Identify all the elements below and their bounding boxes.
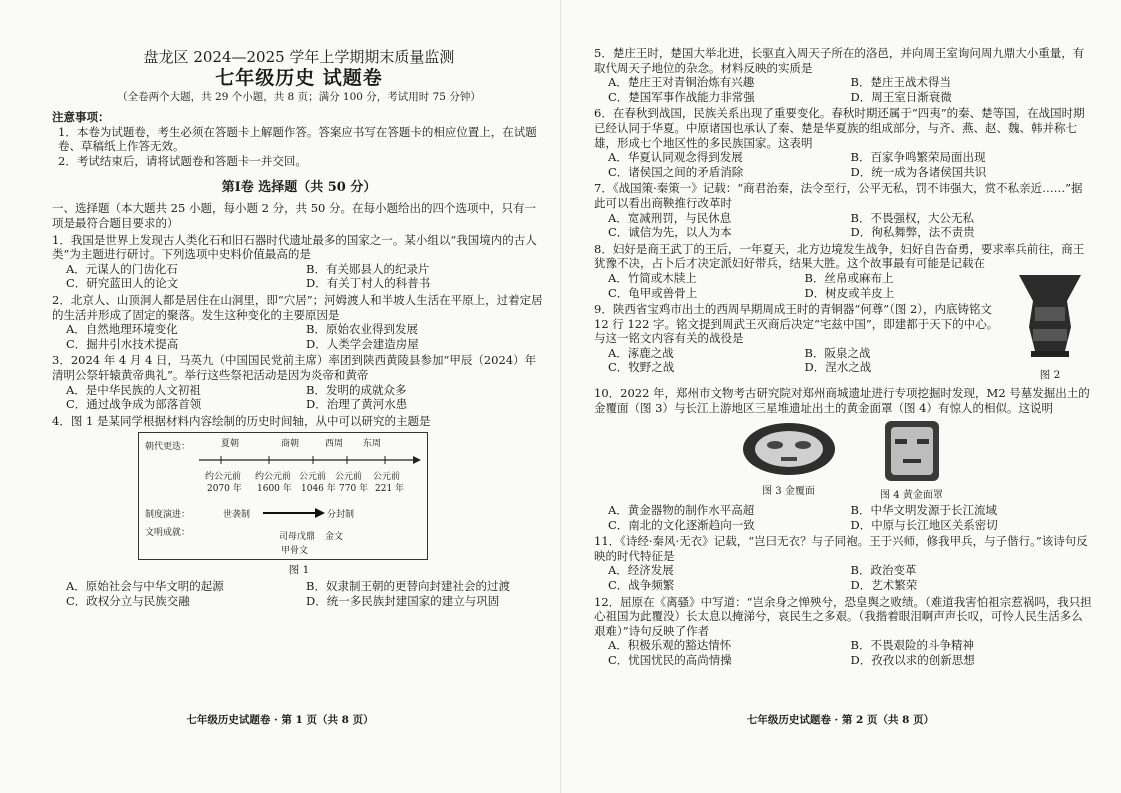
option: B．政治变革 <box>850 563 917 578</box>
page-2 <box>560 0 1121 793</box>
date-label: 公元前 <box>335 472 363 483</box>
question-10: 10．2022 年，郑州市文物考古研究院对郑州商城遗址进行专项挖掘时发现，M2 号墓发掘出土的金覆面（图 3）与长江上游地区三星堆遗址出土的黄金面罩（图 4）有惊人的相似。这说明 <box>594 385 1090 415</box>
option: B．楚庄王战术得当 <box>850 75 951 90</box>
option: C．通过战争成为部落首领 <box>66 397 202 412</box>
exam-header: 盘龙区 2024—2025 学年上学期期末质量监测 <box>143 48 455 66</box>
option: B．发明的成就众多 <box>306 382 407 397</box>
option: D．树皮或羊皮上 <box>804 285 895 300</box>
system-label: 分封制 <box>327 510 355 521</box>
option: A．竹简或木牍上 <box>608 270 697 285</box>
date-label: 约公元前 <box>255 472 292 483</box>
option: C．牧野之战 <box>608 360 675 375</box>
option: C．诸侯国之间的矛盾消除 <box>608 164 744 179</box>
page-footer: 七年级历史试题卷 · 第 2 页（共 8 页） <box>746 714 935 726</box>
dynasty-label: 夏朝 <box>221 439 240 450</box>
date-label: 1046 年 <box>301 484 336 495</box>
option: A．黄金器物的制作水平高超 <box>608 503 755 518</box>
option: C．南北的文化逐渐趋向一致 <box>608 517 755 532</box>
option: D．统一多民族封建国家的建立与巩固 <box>306 593 500 608</box>
gold-mask-image <box>877 419 947 483</box>
figures-3-4 <box>594 419 1093 501</box>
question-1-options <box>52 262 546 291</box>
question-6-options <box>594 150 1093 179</box>
timeline-row-label: 朝代更迭： <box>145 442 191 453</box>
dynasty-label: 商朝 <box>281 439 300 450</box>
exam-info: （全卷两个大题，共 29 个小题，共 8 页；满分 100 分，考试用时 75 分钟） <box>117 91 481 103</box>
option: B．丝帛或麻布上 <box>804 270 894 285</box>
option: D．孜孜以求的创新思想 <box>850 653 975 668</box>
option: B．百家争鸣繁荣局面出现 <box>850 150 986 165</box>
page-1 <box>0 0 560 793</box>
option: C．研究蓝田人的论文 <box>66 276 179 291</box>
question-9: 9．陕西省宝鸡市出土的西周早期周成王时的青铜器“何尊”（图 2），内底铸铭文 12 行 122 字。铭文提到周武王灭商后决定“宅兹中国”，即建都于天下的中心。与这一铭文内容有关的战役是 <box>594 302 999 346</box>
option: A．元谋人的门齿化石 <box>66 261 178 276</box>
option: C．忧国忧民的高尚情操 <box>608 653 732 668</box>
option: B．奴隶制王朝的更替向封建社会的过渡 <box>306 579 510 594</box>
exam-title: 七年级历史 试题卷 <box>215 67 383 89</box>
date-label: 770 年 <box>339 484 369 495</box>
note-1: 1．本卷为试题卷，考生必须在答题卡上解题作答。答案应书写在答题卡的相应位置上，在试题卷、草稿纸上作答无效。 <box>58 124 537 154</box>
timeline-row-label: 制度演进： <box>145 510 191 521</box>
question-12: 12．屈原在《离骚》中写道：“岂余身之惮殃兮，恐皇舆之败绩。（难道我害怕祖宗惹祸吗，我只担心祖国为此覆没）长太息以掩涕兮，哀民生之多艰。（我揩着眼泪啊声声长叹，可怜人民生活多么艰难）”诗句反映了作者 <box>594 594 1092 638</box>
date-label: 2070 年 <box>207 484 242 495</box>
question-4-options <box>52 579 546 608</box>
option: D．人类学会建造房屋 <box>306 336 419 351</box>
option: A．自然地理环境变化 <box>66 322 178 337</box>
timeline-axis <box>199 453 421 467</box>
question-7-options <box>594 211 1093 240</box>
question-8-9-block <box>594 271 1093 384</box>
question-3: 3．2024 年 4 月 4 日，马英九（中国国民党前主席）率团到陕西黄陵县参加“甲辰（2024）年清明公祭轩辕黄帝典礼”。举行这些祭祀活动是因为炎帝和黄帝 <box>52 353 537 382</box>
timeline-row-label: 文明成就： <box>145 528 191 539</box>
achievement-label: 甲骨文 <box>281 546 309 557</box>
figure-3-caption: 图 3 金覆面 <box>762 486 815 498</box>
question-4: 4．图 1 是某同学根据材料内容绘制的历史时间轴，从中可以研究的主题是 <box>52 413 431 428</box>
option: B．不畏艰险的斗争精神 <box>850 638 974 653</box>
figure-1-caption: 图 1 <box>288 564 310 577</box>
option: D．有关丁村人的科普书 <box>306 276 431 291</box>
date-label: 公元前 <box>373 472 401 483</box>
date-label: 约公元前 <box>205 472 242 483</box>
option: B．阪泉之战 <box>804 345 871 360</box>
achievement-label: 金文 <box>325 532 344 543</box>
figure-4-caption: 图 4 黄金面罩 <box>880 490 943 502</box>
notes-title: 注意事项： <box>52 110 110 124</box>
question-2-options <box>52 322 546 351</box>
option: A．积极乐观的豁达情怀 <box>608 638 732 653</box>
question-5: 5．楚庄王时，楚国大举北进，长驱直入周天子所在的洛邑，并向周王室询问周九鼎大小重量，有取代周天子地位的杂念。材料反映的实质是 <box>594 46 1085 75</box>
question-9-options <box>594 346 1001 375</box>
option: D．徇私舞弊，法不责贵 <box>850 225 975 240</box>
option: A．原始社会与中华文明的起源 <box>66 579 224 594</box>
note-2: 2．考试结束后，请将试题卷和答题卡一并交回。 <box>58 153 307 168</box>
option: D．涅水之战 <box>804 360 872 375</box>
question-1: 1．我国是世界上发现古人类化石和旧石器时代遗址最多的国家之一。某小组以“我国境内的古人类”为主题进行研讨。下列选项中史料价值最高的是 <box>52 232 537 262</box>
question-8-options <box>594 271 1001 300</box>
question-10-options <box>594 503 1093 532</box>
option: A．宽减刑罚，与民休息 <box>608 210 732 225</box>
bronze-zun-image <box>1015 271 1085 361</box>
date-label: 221 年 <box>375 484 405 495</box>
option: C．掘井引水技术提高 <box>66 336 179 351</box>
option: D．艺术繁荣 <box>850 578 918 593</box>
figure-2-caption: 图 2 <box>1039 368 1061 381</box>
figure-2 <box>1007 271 1093 384</box>
question-11-options <box>594 563 1093 592</box>
question-2: 2．北京人、山顶洞人都是居住在山洞里，即“穴居”；河姆渡人和半坡人生活在平原上，过着定居的生活并形成了固定的聚落。发生这种变化的主要原因是 <box>52 292 543 322</box>
option: D．统一成为各诸侯国共识 <box>850 164 987 179</box>
page-footer: 七年级历史试题卷 · 第 1 页（共 8 页） <box>186 714 374 726</box>
option: C．诚信为先，以人为本 <box>608 225 732 240</box>
system-arrow <box>263 507 325 519</box>
question-12-options <box>594 638 1093 667</box>
question-6: 6．在春秋到战国，民族关系出现了重要变化。春秋时期还属于“四夷”的秦、楚等国，在战国时期已经认同于华夏。中原诸国也承认了秦、楚是华夏族的组成部分，与齐、燕、赵、魏、韩并称七雄，形成七个地区性的多民族国家。这表明 <box>594 106 1085 150</box>
option: A．经济发展 <box>608 563 674 578</box>
achievement-label: 司母戊鼎 <box>279 532 316 543</box>
figure-1-timeline <box>138 432 428 560</box>
option: A．是中华民族的人文初祖 <box>66 382 201 397</box>
option: C．龟甲或兽骨上 <box>608 285 698 300</box>
gold-mask-image <box>741 419 837 479</box>
question-8: 8．妇好是商王武丁的王后，一年夏天，北方边境发生战争，妇好自告奋勇，要求率兵前往，商王犹豫不决，占卜后才决定派妇好带兵，结果大胜。这个故事最有可能是记载在 <box>594 241 1085 271</box>
dynasty-label: 东周 <box>363 439 382 450</box>
figure-3 <box>741 419 837 501</box>
option: C．战争频繁 <box>608 578 675 593</box>
figure-4 <box>877 419 947 501</box>
option: B．不畏强权，大公无私 <box>850 210 974 225</box>
option: D．周王室日渐衰微 <box>850 89 952 104</box>
question-7: 7．《战国策·秦策一》记载：“商君治秦，法令至行，公平无私，罚不讳强大，赏不私亲近……”据此可以看出商鞅推行改革时 <box>594 181 1083 210</box>
dynasty-label: 西周 <box>325 439 344 450</box>
question-3-options <box>52 383 546 412</box>
option: A．涿鹿之战 <box>608 345 674 360</box>
part-instructions: 一、选择题（本大题共 25 小题，每小题 2 分，共 50 分。在每小题给出的四个选项中，只有一项是最符合题目要求的） <box>52 201 537 230</box>
date-label: 公元前 <box>299 472 327 483</box>
date-label: 1600 年 <box>257 484 292 495</box>
option: D．中原与长江地区关系密切 <box>850 517 998 532</box>
question-5-options <box>594 75 1093 104</box>
option: D．治理了黄河水患 <box>306 397 408 412</box>
option: B．有关郧县人的纪录片 <box>306 261 430 276</box>
option: B．中华文明发源于长江流域 <box>850 503 997 518</box>
option: C．楚国军事作战能力非常强 <box>608 89 755 104</box>
option: B．原始农业得到发展 <box>306 322 418 337</box>
option: A．华夏认同观念得到发展 <box>608 150 743 165</box>
section-title: 第Ⅰ卷 选择题（共 50 分） <box>221 180 377 196</box>
option: A．楚庄王对青铜治炼有兴趣 <box>608 75 755 90</box>
question-11: 11．《诗经·秦风·无衣》记载，“岂曰无衣？与子同袍。王于兴师，修我甲兵，与子偕行。”该诗句反映的时代特征是 <box>594 534 1088 563</box>
option: C．政权分立与民族交融 <box>66 593 190 608</box>
system-label: 世袭制 <box>223 510 251 521</box>
